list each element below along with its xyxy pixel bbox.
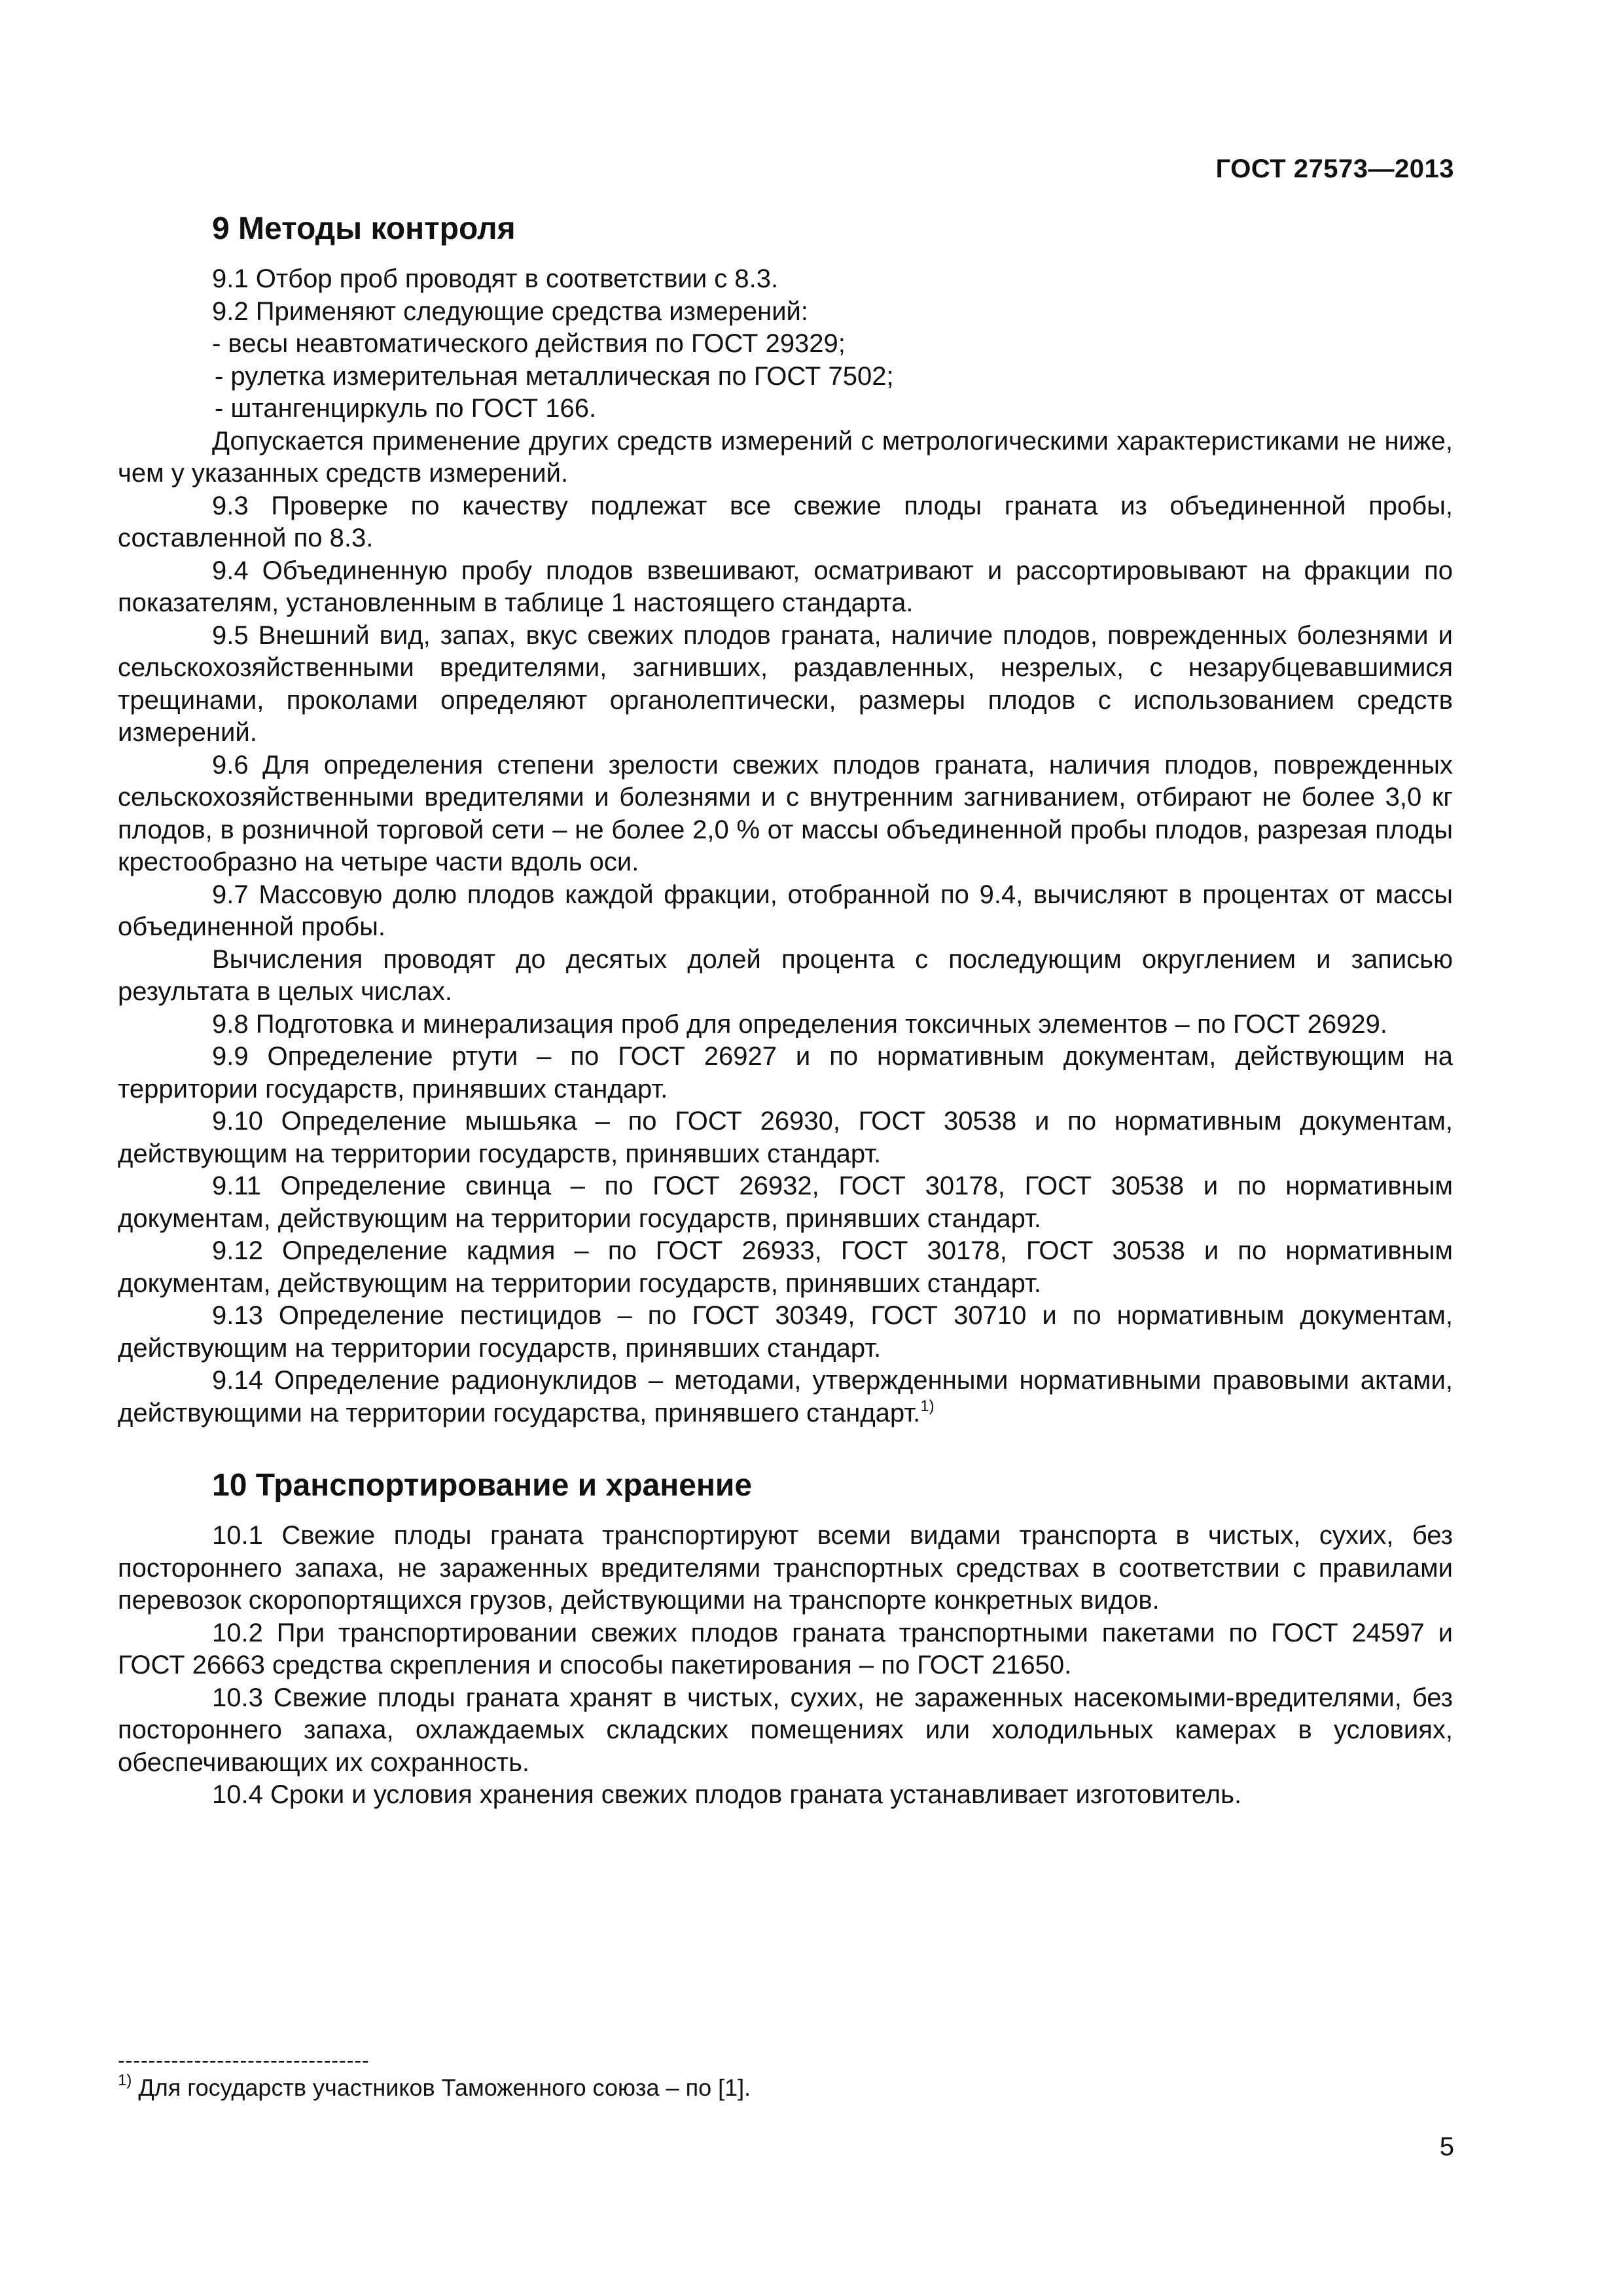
paragraph-9-12: 9.12 Определение кадмия – по ГОСТ 26933, ГОСТ 30178, ГОСТ 30538 и по нормативным документам, действующим на территории государств, принявших стандарт. — [118, 1236, 1453, 1298]
paragraph-10-4: 10.4 Сроки и условия хранения свежих плодов граната устанавливает изготовитель. — [212, 1780, 1242, 1809]
paragraph-10-3: 10.3 Свежие плоды граната хранят в чистых, сухих, не зараженных насекомыми-вредителями, без постороннего запаха, охлаждаемых складских помещениях или холодильных камерах в условиях, обеспечивающих их сохранность. — [118, 1683, 1453, 1777]
paragraph-9-10: 9.10 Определение мышьяка – по ГОСТ 26930, ГОСТ 30538 и по нормативным документам, действующим на территории государств, принявших стандарт. — [118, 1107, 1453, 1168]
footnote-separator: --------------------------------- — [118, 2049, 370, 2072]
section-9-heading: 9 Методы контроля — [212, 211, 516, 246]
paragraph-9-5: 9.5 Внешний вид, запах, вкус свежих плодов граната, наличие плодов, поврежденных болезнями и сельскохозяйственными вредителями, загнивших, раздавленных, незрелых, с незарубцевавшимися трещинами, проколами определяют органолептически, размеры плодов с использованием средств измерений. — [118, 620, 1453, 747]
paragraph-9-7-calculation: Вычисления проводят до десятых долей процента с последующим округлением и записью результата в целых числах. — [118, 944, 1453, 1006]
paragraph-9-9: 9.9 Определение ртути – по ГОСТ 26927 и по нормативным документам, действующим на территории государств, принявших стандарт. — [118, 1042, 1453, 1103]
list-item-scales: - весы неавтоматического действия по ГОСТ 29329; — [212, 329, 846, 358]
paragraph-9-3: 9.3 Проверке по качеству подлежат все свежие плоды граната из объединенной пробы, составленной по 8.3. — [118, 491, 1453, 552]
paragraph-9-11: 9.11 Определение свинца – по ГОСТ 26932, ГОСТ 30178, ГОСТ 30538 и по нормативным документам, действующим на территории государств, принявших стандарт. — [118, 1172, 1453, 1233]
paragraph-9-13: 9.13 Определение пестицидов – по ГОСТ 30349, ГОСТ 30710 и по нормативным документам, действующим на территории государств, принявших стандарт. — [118, 1301, 1453, 1363]
paragraph-other-instruments: Допускается применение других средств измерений с метрологическими характеристиками не ниже, чем у указанных средств измерений. — [118, 426, 1453, 488]
paragraph-9-8: 9.8 Подготовка и минерализация проб для определения токсичных элементов – по ГОСТ 26929. — [212, 1009, 1387, 1039]
list-item-caliper: - штангенциркуль по ГОСТ 166. — [215, 394, 597, 423]
paragraph-9-14 — [118, 1365, 1453, 1429]
paragraph-9-14-text: 9.14 Определение радионуклидов – методами, утвержденными нормативными правовыми актами, действующими на территории государства, принявшего стандарт. — [118, 1366, 1453, 1427]
paragraph-10-2: 10.2 При транспортировании свежих плодов граната транспортными пакетами по ГОСТ 24597 и ГОСТ 26663 средства скрепления и способы пакетирования – по ГОСТ 21650. — [118, 1618, 1453, 1679]
page-content — [118, 209, 1453, 1812]
paragraph-9-1: 9.1 Отбор проб проводят в соответствии с 8.3. — [212, 264, 779, 293]
footnote — [118, 2073, 1453, 2102]
document-code-header: ГОСТ 27573—2013 — [1215, 154, 1454, 183]
paragraph-9-6: 9.6 Для определения степени зрелости свежих плодов граната, наличия плодов, поврежденных сельскохозяйственными вредителями и болезнями и с внутренним загниванием, отбирают не более 3,0 кг плодов, в розничной торговой сети – не более 2,0 % от массы объединенной пробы плодов, разрезая плоды крестообразно на четыре части вдоль оси. — [118, 750, 1453, 876]
paragraph-9-2: 9.2 Применяют следующие средства измерений: — [212, 296, 809, 326]
footnote-reference[interactable]: 1) — [920, 1397, 935, 1415]
paragraph-9-4: 9.4 Объединенную пробу плодов взвешивают, осматривают и рассортировывают на фракции по показателям, установленным в таблице 1 настоящего стандарта. — [118, 556, 1453, 617]
footnote-text: Для государств участников Таможенного союза – по [1]. — [132, 2074, 751, 2101]
page-number: 5 — [1439, 2132, 1454, 2161]
footnote-marker: 1) — [118, 2072, 132, 2089]
section-10-heading: 10 Транспортирование и хранение — [212, 1468, 753, 1503]
paragraph-10-1: 10.1 Свежие плоды граната транспортируют всеми видами транспорта в чистых, сухих, без постороннего запаха, не зараженных вредителями транспортных средствах в соответствии с правилами перевозок скоропортящихся грузов, действующими на транспорте конкретных видов. — [118, 1521, 1453, 1615]
list-item-tape-measure: - рулетка измерительная металлическая по ГОСТ 7502; — [215, 361, 894, 391]
paragraph-9-7: 9.7 Массовую долю плодов каждой фракции, отобранной по 9.4, вычисляют в процентах от массы объединенной пробы. — [118, 880, 1453, 941]
